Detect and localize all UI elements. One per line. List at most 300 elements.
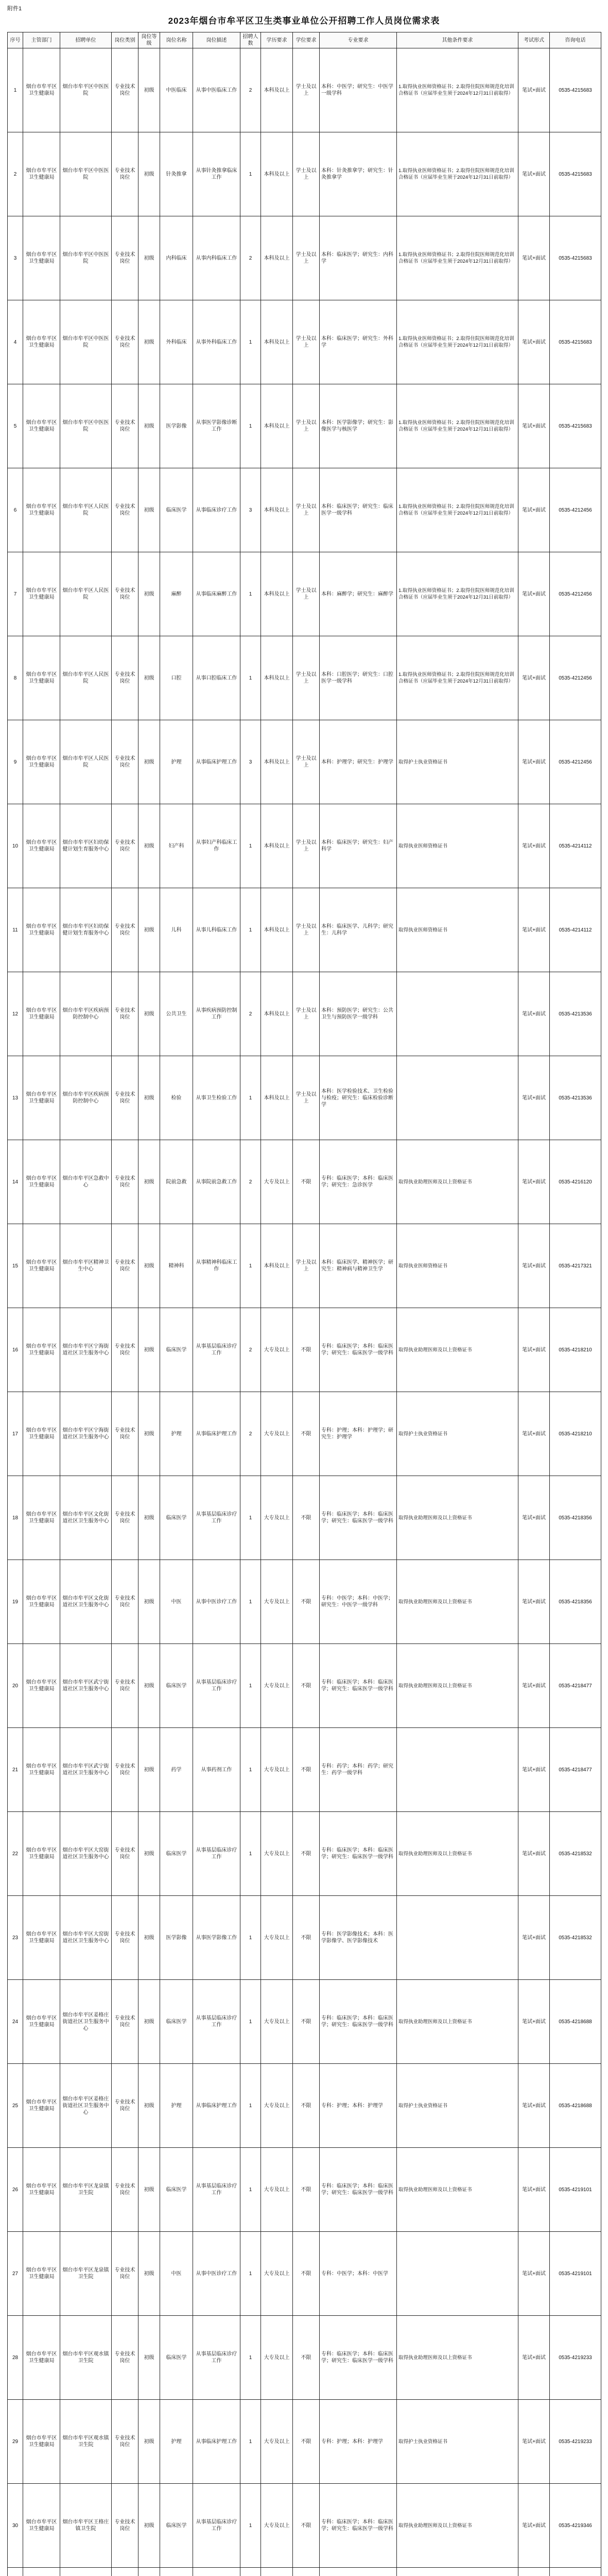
position-description: 从事医学影像诊断工作 — [193, 384, 240, 468]
row-number: 27 — [8, 2232, 23, 2316]
department: 烟台市牟平区卫生健康局 — [23, 1812, 60, 1896]
position-level: 初级 — [138, 1140, 160, 1224]
position-name: 中医临床 — [160, 48, 193, 132]
department: 烟台市牟平区卫生健康局 — [23, 972, 60, 1056]
hiring-unit: 烟台市牟平区武宁街道社区卫生服务中心 — [60, 1728, 112, 1812]
position-category: 专业技术岗位 — [112, 1728, 138, 1812]
position-description: 从事内科临床工作 — [193, 216, 240, 300]
position-level: 初级 — [138, 2148, 160, 2232]
position-name: 儿科 — [160, 888, 193, 972]
position-level: 初级 — [138, 972, 160, 1056]
exam-format: 笔试+面试 — [518, 1644, 550, 1728]
position-level: 初级 — [138, 720, 160, 804]
position-description: 从事基层临床诊疗工作 — [193, 2316, 240, 2400]
position-name: 精神科 — [160, 1224, 193, 1308]
degree-requirement: 不限 — [293, 2484, 320, 2568]
education-requirement: 本科及以上 — [261, 972, 293, 1056]
major-requirement: 本科：医学影像学；研究生：影像医学与核医学 — [320, 384, 397, 468]
education-requirement: 大专及以上 — [261, 2148, 293, 2232]
position-category: 专业技术岗位 — [112, 1056, 138, 1140]
position-level: 初级 — [138, 804, 160, 888]
hire-count: 1 — [240, 132, 261, 216]
other-requirements: 取得执业助理医师及以上资格证书 — [397, 2484, 518, 2568]
hiring-unit: 烟台市牟平区中医医院 — [60, 384, 112, 468]
education-requirement: 本科及以上 — [261, 216, 293, 300]
position-description: 从事中医诊疗工作 — [193, 1560, 240, 1644]
contact-phone: 0535-4214112 — [550, 888, 601, 972]
position-category — [112, 2568, 138, 2576]
education-requirement: 大专及以上 — [261, 1812, 293, 1896]
hire-count: 2 — [240, 972, 261, 1056]
hire-count: 2 — [240, 1392, 261, 1476]
position-name: 临床医学 — [160, 2484, 193, 2568]
major-requirement: 专科：临床医学；本科：临床医学；研究生：临床医学一级学科 — [320, 1644, 397, 1728]
hiring-unit: 烟台市牟平区王格庄镇卫生院 — [60, 2484, 112, 2568]
position-name: 医学影像 — [160, 1896, 193, 1980]
position-category: 专业技术岗位 — [112, 2316, 138, 2400]
department: 烟台市牟平区卫生健康局 — [23, 2232, 60, 2316]
position-level: 初级 — [138, 1644, 160, 1728]
exam-format: 笔试+面试 — [518, 300, 550, 384]
row-number: 28 — [8, 2316, 23, 2400]
position-name: 护理 — [160, 2064, 193, 2148]
column-header: 招聘人数 — [240, 32, 261, 48]
education-requirement: 本科及以上 — [261, 132, 293, 216]
contact-phone: 0535-4218210 — [550, 1308, 601, 1392]
education-requirement — [261, 2568, 293, 2576]
row-number: 23 — [8, 1896, 23, 1980]
education-requirement: 本科及以上 — [261, 720, 293, 804]
department: 烟台市牟平区卫生健康局 — [23, 2400, 60, 2484]
hire-count: 3 — [240, 720, 261, 804]
department: 烟台市牟平区卫生健康局 — [23, 1644, 60, 1728]
exam-format: 笔试+面试 — [518, 552, 550, 636]
other-requirements: 1.取得执业医师资格证书；2.取得住院医师规范化培训合格证书（应届毕业生须于2024年12月31日前取得） — [397, 384, 518, 468]
contact-phone: 0535-4219101 — [550, 2148, 601, 2232]
degree-requirement: 学士及以上 — [293, 804, 320, 888]
row-number: 9 — [8, 720, 23, 804]
hire-count: 1 — [240, 2484, 261, 2568]
contact-phone: 0535-4215683 — [550, 132, 601, 216]
education-requirement: 本科及以上 — [261, 1224, 293, 1308]
position-level: 初级 — [138, 552, 160, 636]
attachment-label: 附件1 — [7, 6, 22, 12]
education-requirement: 大专及以上 — [261, 1392, 293, 1476]
table-row — [8, 1560, 601, 1644]
row-number: 4 — [8, 300, 23, 384]
position-description: 从事院前急救工作 — [193, 1140, 240, 1224]
education-requirement: 大专及以上 — [261, 2484, 293, 2568]
position-description: 从事基层临床诊疗工作 — [193, 1812, 240, 1896]
table-row — [8, 1644, 601, 1728]
education-requirement: 大专及以上 — [261, 1140, 293, 1224]
degree-requirement: 不限 — [293, 2316, 320, 2400]
contact-phone: 0535-4219101 — [550, 2232, 601, 2316]
hiring-unit: 烟台市牟平区龙泉镇卫生院 — [60, 2232, 112, 2316]
major-requirement: 本科：麻醉学；研究生：麻醉学 — [320, 552, 397, 636]
column-header: 主管部门 — [23, 32, 60, 48]
department: 烟台市牟平区卫生健康局 — [23, 468, 60, 552]
exam-format: 笔试+面试 — [518, 2148, 550, 2232]
position-description: 从事疾病预防控制工作 — [193, 972, 240, 1056]
exam-format: 笔试+面试 — [518, 48, 550, 132]
other-requirements: 取得护士执业资格证书 — [397, 2400, 518, 2484]
education-requirement: 本科及以上 — [261, 552, 293, 636]
other-requirements: 取得护士执业资格证书 — [397, 2064, 518, 2148]
position-level: 初级 — [138, 1728, 160, 1812]
position-level: 初级 — [138, 2400, 160, 2484]
column-header: 咨询电话 — [550, 32, 601, 48]
row-number: 24 — [8, 1980, 23, 2064]
position-category: 专业技术岗位 — [112, 384, 138, 468]
hire-count: 1 — [240, 1896, 261, 1980]
degree-requirement: 学士及以上 — [293, 384, 320, 468]
hiring-unit: 烟台市牟平区妇幼保健计划生育服务中心 — [60, 888, 112, 972]
other-requirements: 1.取得执业医师资格证书；2.取得住院医师规范化培训合格证书（应届毕业生须于2024年12月31日前取得） — [397, 132, 518, 216]
hire-count: 1 — [240, 636, 261, 720]
other-requirements: 1.取得执业医师资格证书；2.取得住院医师规范化培训合格证书（应届毕业生须于2024年12月31日前取得） — [397, 552, 518, 636]
position-name: 临床医学 — [160, 1812, 193, 1896]
position-name: 护理 — [160, 2400, 193, 2484]
position-level: 初级 — [138, 888, 160, 972]
table-row — [8, 888, 601, 972]
education-requirement: 本科及以上 — [261, 384, 293, 468]
major-requirement: 专科：中医学；本科：中医学；研究生：中医学一级学科 — [320, 1560, 397, 1644]
hiring-unit: 烟台市牟平区大窑街道社区卫生服务中心 — [60, 1896, 112, 1980]
position-description: 从事精神科临床工作 — [193, 1224, 240, 1308]
hiring-unit: 烟台市牟平区人民医院 — [60, 720, 112, 804]
hiring-unit: 烟台市牟平区急救中心 — [60, 1140, 112, 1224]
exam-format: 笔试+面试 — [518, 1812, 550, 1896]
other-requirements — [397, 2568, 518, 2576]
degree-requirement: 不限 — [293, 1560, 320, 1644]
department: 烟台市牟平区卫生健康局 — [23, 384, 60, 468]
major-requirement: 专科：临床医学；本科：临床医学；研究生：临床医学一级学科 — [320, 2484, 397, 2568]
position-category: 专业技术岗位 — [112, 972, 138, 1056]
degree-requirement: 学士及以上 — [293, 552, 320, 636]
position-description: 从事基层临床诊疗工作 — [193, 2148, 240, 2232]
position-category: 专业技术岗位 — [112, 1812, 138, 1896]
major-requirement: 专科：护理；本科：护理学 — [320, 2064, 397, 2148]
row-number: 3 — [8, 216, 23, 300]
position-category: 专业技术岗位 — [112, 636, 138, 720]
hiring-unit: 烟台市牟平区姜格庄街道社区卫生服务中心 — [60, 2064, 112, 2148]
hiring-unit: 烟台市牟平区宁海街道社区卫生服务中心 — [60, 1308, 112, 1392]
department: 烟台市牟平区卫生健康局 — [23, 300, 60, 384]
other-requirements: 取得执业助理医师及以上资格证书 — [397, 1476, 518, 1560]
table-row — [8, 1140, 601, 1224]
education-requirement: 大专及以上 — [261, 1896, 293, 1980]
contact-phone: 0535-4212456 — [550, 468, 601, 552]
other-requirements: 1.取得执业医师资格证书；2.取得住院医师规范化培训合格证书（应届毕业生须于2024年12月31日前取得） — [397, 216, 518, 300]
hiring-unit: 烟台市牟平区宁海街道社区卫生服务中心 — [60, 1392, 112, 1476]
table-row — [8, 1476, 601, 1560]
position-name: 院前急救 — [160, 1140, 193, 1224]
major-requirement: 本科：医学检验技术、卫生检验与检疫；研究生：临床检验诊断学 — [320, 1056, 397, 1140]
other-requirements: 取得执业助理医师及以上资格证书 — [397, 1560, 518, 1644]
row-number: 8 — [8, 636, 23, 720]
education-requirement: 本科及以上 — [261, 1056, 293, 1140]
position-description — [193, 2568, 240, 2576]
hiring-unit: 烟台市牟平区妇幼保健计划生育服务中心 — [60, 804, 112, 888]
position-description: 从事口腔临床工作 — [193, 636, 240, 720]
position-category: 专业技术岗位 — [112, 888, 138, 972]
position-level: 初级 — [138, 2232, 160, 2316]
hire-count: 1 — [240, 1560, 261, 1644]
position-level: 初级 — [138, 1476, 160, 1560]
major-requirement: 本科：临床医学、儿科学；研究生：儿科学 — [320, 888, 397, 972]
row-number: 26 — [8, 2148, 23, 2232]
position-name: 护理 — [160, 1392, 193, 1476]
table-row — [8, 2064, 601, 2148]
other-requirements — [397, 1896, 518, 1980]
education-requirement: 大专及以上 — [261, 2064, 293, 2148]
position-category: 专业技术岗位 — [112, 1560, 138, 1644]
hire-count: 1 — [240, 1644, 261, 1728]
major-requirement: 专科：中医学；本科：中医学 — [320, 2232, 397, 2316]
column-header: 岗位等级 — [138, 32, 160, 48]
exam-format: 笔试+面试 — [518, 1896, 550, 1980]
major-requirement: 本科：护理学；研究生：护理学 — [320, 720, 397, 804]
position-level — [138, 2568, 160, 2576]
education-requirement: 大专及以上 — [261, 1980, 293, 2064]
table-row — [8, 216, 601, 300]
hire-count: 2 — [240, 216, 261, 300]
table-row — [8, 2232, 601, 2316]
degree-requirement: 学士及以上 — [293, 468, 320, 552]
major-requirement: 专科：临床医学；本科：临床医学；研究生：临床医学一级学科 — [320, 2316, 397, 2400]
hire-count: 1 — [240, 1980, 261, 2064]
table-row — [8, 300, 601, 384]
major-requirement: 专科：临床医学；本科：临床医学；研究生：临床医学一级学科 — [320, 2148, 397, 2232]
row-number: 10 — [8, 804, 23, 888]
other-requirements: 取得执业助理医师及以上资格证书 — [397, 1812, 518, 1896]
position-name: 口腔 — [160, 636, 193, 720]
other-requirements: 取得护士执业资格证书 — [397, 1392, 518, 1476]
department: 烟台市牟平区卫生健康局 — [23, 1308, 60, 1392]
row-number: 29 — [8, 2400, 23, 2484]
degree-requirement: 不限 — [293, 1728, 320, 1812]
other-requirements: 1.取得执业医师资格证书；2.取得住院医师规范化培训合格证书（应届毕业生须于2024年12月31日前取得） — [397, 300, 518, 384]
position-description: 从事卫生检验工作 — [193, 1056, 240, 1140]
exam-format: 笔试+面试 — [518, 2316, 550, 2400]
exam-format — [518, 2568, 550, 2576]
position-level: 初级 — [138, 1308, 160, 1392]
hire-count — [240, 2568, 261, 2576]
row-number: 13 — [8, 1056, 23, 1140]
hiring-unit — [60, 2568, 112, 2576]
education-requirement: 本科及以上 — [261, 636, 293, 720]
position-category: 专业技术岗位 — [112, 804, 138, 888]
position-level: 初级 — [138, 1896, 160, 1980]
major-requirement: 本科：临床医学、精神医学；研究生：精神病与精神卫生学 — [320, 1224, 397, 1308]
other-requirements: 取得执业医师资格证书 — [397, 888, 518, 972]
other-requirements: 取得执业助理医师及以上资格证书 — [397, 2148, 518, 2232]
major-requirement: 本科：中医学；研究生：中医学一级学科 — [320, 48, 397, 132]
other-requirements: 取得执业助理医师及以上资格证书 — [397, 1308, 518, 1392]
other-requirements: 取得执业助理医师及以上资格证书 — [397, 1644, 518, 1728]
other-requirements: 1.取得执业医师资格证书；2.取得住院医师规范化培训合格证书（应届毕业生须于2024年12月31日前取得） — [397, 636, 518, 720]
contact-phone: 0535-4218356 — [550, 1560, 601, 1644]
degree-requirement — [293, 2568, 320, 2576]
other-requirements: 取得执业医师资格证书 — [397, 804, 518, 888]
column-header: 序号 — [8, 32, 23, 48]
contact-phone: 0535-4212456 — [550, 552, 601, 636]
contact-phone: 0535-4215683 — [550, 384, 601, 468]
position-description: 从事妇产科临床工作 — [193, 804, 240, 888]
exam-format: 笔试+面试 — [518, 636, 550, 720]
row-number: 30 — [8, 2484, 23, 2568]
department: 烟台市牟平区卫生健康局 — [23, 804, 60, 888]
department: 烟台市牟平区卫生健康局 — [23, 1896, 60, 1980]
position-name: 检验 — [160, 1056, 193, 1140]
row-number: 5 — [8, 384, 23, 468]
position-name: 临床医学 — [160, 2148, 193, 2232]
table-row — [8, 972, 601, 1056]
table-row — [8, 1728, 601, 1812]
position-category: 专业技术岗位 — [112, 1476, 138, 1560]
position-level: 初级 — [138, 468, 160, 552]
hire-count: 1 — [240, 2148, 261, 2232]
hire-count: 3 — [240, 468, 261, 552]
position-level: 初级 — [138, 1056, 160, 1140]
hiring-unit: 烟台市牟平区文化街道社区卫生服务中心 — [60, 1560, 112, 1644]
position-description: 从事针灸推拿临床工作 — [193, 132, 240, 216]
row-number: 12 — [8, 972, 23, 1056]
row-number: 21 — [8, 1728, 23, 1812]
hiring-unit: 烟台市牟平区中医医院 — [60, 48, 112, 132]
degree-requirement: 学士及以上 — [293, 720, 320, 804]
hiring-unit: 烟台市牟平区人民医院 — [60, 636, 112, 720]
hire-count: 1 — [240, 2064, 261, 2148]
hire-count: 2 — [240, 1140, 261, 1224]
degree-requirement: 不限 — [293, 2232, 320, 2316]
column-header: 岗位名称 — [160, 32, 193, 48]
degree-requirement: 学士及以上 — [293, 48, 320, 132]
contact-phone: 0535-4218210 — [550, 1392, 601, 1476]
position-name: 临床医学 — [160, 1476, 193, 1560]
position-category: 专业技术岗位 — [112, 48, 138, 132]
position-category: 专业技术岗位 — [112, 2484, 138, 2568]
degree-requirement: 不限 — [293, 2400, 320, 2484]
row-number: 15 — [8, 1224, 23, 1308]
contact-phone: 0535-4218477 — [550, 1644, 601, 1728]
position-category: 专业技术岗位 — [112, 2400, 138, 2484]
position-level: 初级 — [138, 1812, 160, 1896]
degree-requirement: 不限 — [293, 2064, 320, 2148]
exam-format: 笔试+面试 — [518, 2400, 550, 2484]
department: 烟台市牟平区卫生健康局 — [23, 2064, 60, 2148]
department — [23, 2568, 60, 2576]
position-description: 从事临床护理工作 — [193, 2064, 240, 2148]
department: 烟台市牟平区卫生健康局 — [23, 1056, 60, 1140]
major-requirement: 专科：护理；本科：护理学 — [320, 2400, 397, 2484]
hiring-unit: 烟台市牟平区疾病预防控制中心 — [60, 972, 112, 1056]
exam-format: 笔试+面试 — [518, 1392, 550, 1476]
hiring-unit: 烟台市牟平区精神卫生中心 — [60, 1224, 112, 1308]
position-description: 从事基层临床诊疗工作 — [193, 1476, 240, 1560]
contact-phone: 0535-4219346 — [550, 2484, 601, 2568]
hiring-unit: 烟台市牟平区人民医院 — [60, 468, 112, 552]
other-requirements: 取得执业医师资格证书 — [397, 1224, 518, 1308]
contact-phone — [550, 2568, 601, 2576]
hire-count: 1 — [240, 1056, 261, 1140]
table-row — [8, 468, 601, 552]
table-row — [8, 132, 601, 216]
major-requirement: 本科：预防医学；研究生：公共卫生与预防医学一级学科 — [320, 972, 397, 1056]
position-name — [160, 2568, 193, 2576]
department: 烟台市牟平区卫生健康局 — [23, 48, 60, 132]
hire-count: 1 — [240, 2400, 261, 2484]
position-name: 临床医学 — [160, 1980, 193, 2064]
position-description: 从事临床护理工作 — [193, 2400, 240, 2484]
column-header: 学位要求 — [293, 32, 320, 48]
position-level: 初级 — [138, 636, 160, 720]
position-description: 从事儿科临床工作 — [193, 888, 240, 972]
position-level: 初级 — [138, 216, 160, 300]
other-requirements: 取得执业助理医师及以上资格证书 — [397, 1140, 518, 1224]
department: 烟台市牟平区卫生健康局 — [23, 1560, 60, 1644]
position-name: 外科临床 — [160, 300, 193, 384]
contact-phone: 0535-4215683 — [550, 300, 601, 384]
hiring-unit: 烟台市牟平区疾病预防控制中心 — [60, 1056, 112, 1140]
hire-count: 2 — [240, 48, 261, 132]
table-row — [8, 804, 601, 888]
other-requirements: 取得护士执业资格证书 — [397, 720, 518, 804]
degree-requirement: 学士及以上 — [293, 216, 320, 300]
other-requirements: 取得执业助理医师及以上资格证书 — [397, 1980, 518, 2064]
hire-count: 1 — [240, 300, 261, 384]
position-description: 从事基层临床诊疗工作 — [193, 1644, 240, 1728]
hire-count: 1 — [240, 552, 261, 636]
hiring-unit: 烟台市牟平区姜格庄街道社区卫生服务中心 — [60, 1980, 112, 2064]
column-header: 考试形式 — [518, 32, 550, 48]
major-requirement: 本科：针灸推拿学；研究生：针灸推拿学 — [320, 132, 397, 216]
hiring-unit: 烟台市牟平区观水镇卫生院 — [60, 2316, 112, 2400]
position-name: 医学影像 — [160, 384, 193, 468]
hiring-unit: 烟台市牟平区大窑街道社区卫生服务中心 — [60, 1812, 112, 1896]
table-row — [8, 48, 601, 132]
exam-format: 笔试+面试 — [518, 2064, 550, 2148]
degree-requirement: 不限 — [293, 1140, 320, 1224]
hiring-unit: 烟台市牟平区人民医院 — [60, 552, 112, 636]
degree-requirement: 学士及以上 — [293, 972, 320, 1056]
degree-requirement: 不限 — [293, 1644, 320, 1728]
department: 烟台市牟平区卫生健康局 — [23, 216, 60, 300]
degree-requirement: 学士及以上 — [293, 636, 320, 720]
row-number: 20 — [8, 1644, 23, 1728]
position-name: 临床医学 — [160, 1308, 193, 1392]
hire-count: 2 — [240, 1308, 261, 1392]
table-row — [8, 1980, 601, 2064]
position-category: 专业技术岗位 — [112, 1644, 138, 1728]
column-header: 学历要求 — [261, 32, 293, 48]
contact-phone: 0535-4218688 — [550, 2064, 601, 2148]
position-category: 专业技术岗位 — [112, 1392, 138, 1476]
degree-requirement: 不限 — [293, 1896, 320, 1980]
degree-requirement: 不限 — [293, 1476, 320, 1560]
department: 烟台市牟平区卫生健康局 — [23, 1224, 60, 1308]
contact-phone: 0535-4218532 — [550, 1896, 601, 1980]
hire-count: 1 — [240, 1812, 261, 1896]
position-name: 内科临床 — [160, 216, 193, 300]
education-requirement: 大专及以上 — [261, 2232, 293, 2316]
position-category: 专业技术岗位 — [112, 2148, 138, 2232]
position-name: 护理 — [160, 720, 193, 804]
degree-requirement: 不限 — [293, 1812, 320, 1896]
contact-phone: 0535-4215683 — [550, 216, 601, 300]
exam-format: 笔试+面试 — [518, 1056, 550, 1140]
